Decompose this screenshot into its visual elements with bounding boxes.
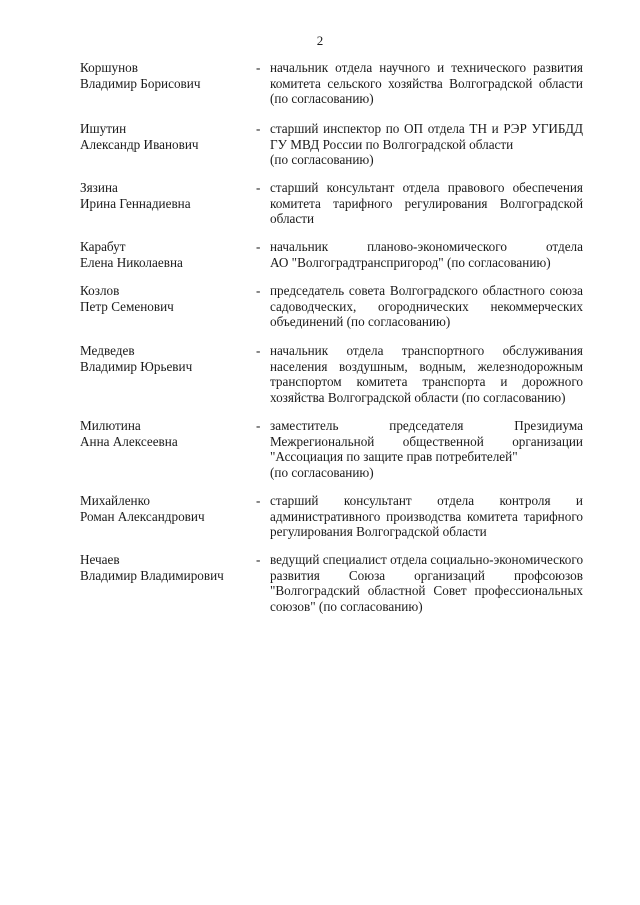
position-line: "Ассоциация по защите прав потребителей" xyxy=(270,449,518,465)
separator-dash: - xyxy=(256,60,261,75)
member-position xyxy=(270,121,583,168)
position-line: ведущий специалист отдела социально-экономического xyxy=(270,552,584,567)
position-line: комитета тарифного регулирования Волгоградской xyxy=(270,195,583,211)
position-line: заместитель председателя Президиума xyxy=(270,418,583,433)
member-position xyxy=(270,60,583,107)
member-surname: Милютина xyxy=(80,418,141,433)
separator-dash: - xyxy=(256,283,261,298)
member-given-name: Петр Семенович xyxy=(80,298,174,314)
member-position xyxy=(270,418,583,480)
position-line: (по согласованию) xyxy=(270,464,374,480)
position-line: председатель совета Волгоградского областного союза xyxy=(270,283,583,298)
position-line: населения воздушным, водным, железнодорожным xyxy=(270,358,583,374)
member-name xyxy=(80,180,250,211)
member-given-name: Анна Алексеевна xyxy=(80,433,178,449)
member-given-name: Роман Александрович xyxy=(80,508,205,524)
position-line: начальник планово-экономического отдела xyxy=(270,239,583,254)
position-line: области xyxy=(270,211,315,227)
member-name xyxy=(80,60,250,91)
position-line: хозяйства Волгоградской области (по согласованию) xyxy=(270,389,566,405)
position-line: развития Союза организаций профсоюзов xyxy=(270,567,583,583)
position-line: садоводческих, огороднических некоммерческих xyxy=(270,298,583,314)
member-name xyxy=(80,283,250,314)
member-position xyxy=(270,180,583,227)
member-given-name: Александр Иванович xyxy=(80,136,199,152)
position-line: Межрегиональной общественной организации xyxy=(270,433,583,449)
position-line: АО "Волгоградтранспригород" (по согласованию) xyxy=(270,254,551,270)
member-given-name: Елена Николаевна xyxy=(80,254,183,270)
position-line: (по согласованию) xyxy=(270,91,374,107)
member-given-name: Владимир Борисович xyxy=(80,75,201,91)
separator-dash: - xyxy=(256,121,261,136)
separator-dash: - xyxy=(256,343,261,358)
member-surname: Карабут xyxy=(80,239,126,254)
separator-dash: - xyxy=(256,239,261,254)
member-position xyxy=(270,552,583,614)
member-name xyxy=(80,239,250,270)
member-surname: Медведев xyxy=(80,343,135,358)
position-line: административного производства комитета тарифного xyxy=(270,508,583,524)
separator-dash: - xyxy=(256,493,261,508)
member-surname: Нечаев xyxy=(80,552,120,567)
position-line: регулирования Волгоградской области xyxy=(270,524,487,540)
position-line: начальник отдела транспортного обслуживания xyxy=(270,343,583,358)
member-given-name: Ирина Геннадиевна xyxy=(80,195,191,211)
position-line: ГУ МВД России по Волгоградской области xyxy=(270,136,514,152)
separator-dash: - xyxy=(256,552,261,567)
member-position xyxy=(270,343,583,405)
member-surname: Ишутин xyxy=(80,121,127,136)
separator-dash: - xyxy=(256,418,261,433)
member-surname: Зязина xyxy=(80,180,118,195)
position-line: транспортом комитета транспорта и дорожного xyxy=(270,374,583,390)
member-surname: Коршунов xyxy=(80,60,138,75)
position-line: начальник отдела научного и технического развития xyxy=(270,60,583,75)
member-position xyxy=(270,493,583,540)
separator-dash: - xyxy=(256,180,261,195)
member-surname: Козлов xyxy=(80,283,120,298)
position-line: "Волгоградский областной Совет профессиональных xyxy=(270,583,583,599)
member-position xyxy=(270,283,583,330)
position-line: старший консультант отдела правового обеспечения xyxy=(270,180,583,195)
member-surname: Михайленко xyxy=(80,493,150,508)
member-name xyxy=(80,552,250,583)
member-name xyxy=(80,343,250,374)
position-line: объединений (по согласованию) xyxy=(270,314,451,330)
position-line: старший консультант отдела контроля и xyxy=(270,493,583,508)
member-name xyxy=(80,493,250,524)
member-given-name: Владимир Владимирович xyxy=(80,567,224,583)
member-given-name: Владимир Юрьевич xyxy=(80,358,193,374)
position-line: (по согласованию) xyxy=(270,152,374,168)
page-number: 2 xyxy=(316,33,324,48)
position-line: союзов" (по согласованию) xyxy=(270,598,423,614)
member-name xyxy=(80,418,250,449)
position-line: старший инспектор по ОП отдела ТН и РЭР УГИБДД xyxy=(270,121,583,136)
member-position xyxy=(270,239,583,270)
position-line: комитета сельского хозяйства Волгоградской области xyxy=(270,75,583,91)
member-name xyxy=(80,121,250,152)
